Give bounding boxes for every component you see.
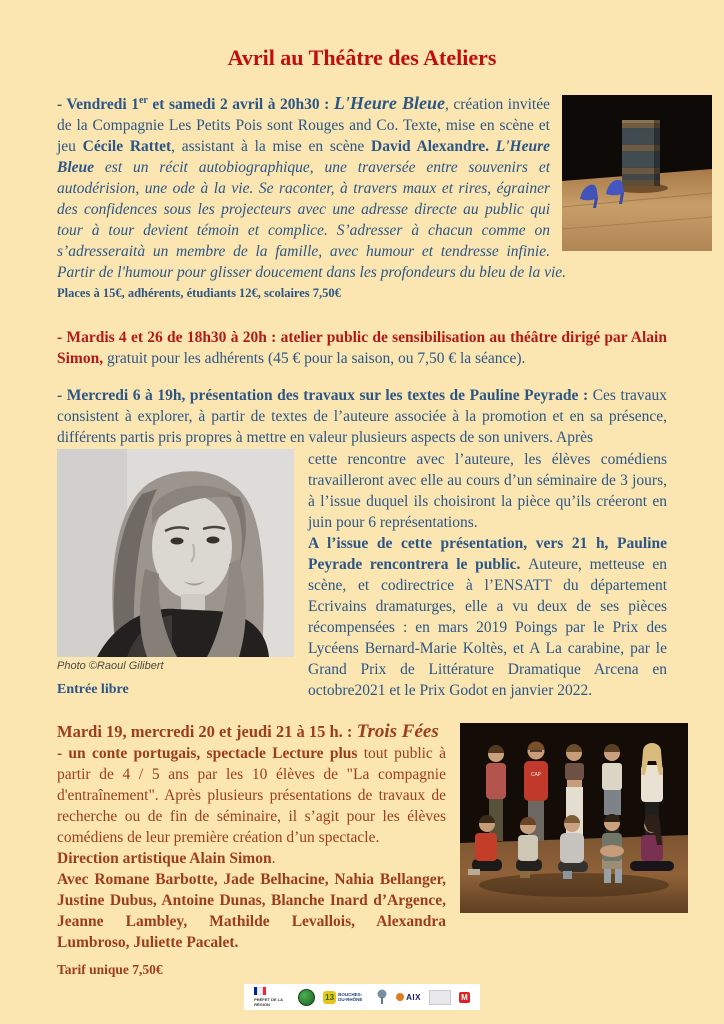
single-price: Tarif unique 7,50€ xyxy=(57,962,163,978)
trois-fees-subtitle: - un conte portugais, spectacle Lecture plus xyxy=(57,745,364,763)
peyrade-wrap-text: cette rencontre avec l’auteure, les élèves comédiens travailleront avec elle au cours d’un séminaire de 3 jours, à l’issue duquel ils choisiront la pièce qu’ils créeront en juin pour 6 représentations. xyxy=(308,451,667,532)
person-name: Cécile Rattet xyxy=(82,138,172,156)
trois-fees-text-column xyxy=(57,721,446,978)
peyrade-intro xyxy=(57,385,667,448)
departement-13-logo xyxy=(323,991,368,1004)
section-trois-fees xyxy=(57,721,667,978)
trois-fees-description: tout public à partir de 4 / 5 ans par les 10 élèves de "La compagnie d'entraînement". Après plusieurs présentations de travaux de recherche ou de fin de séminaire, il s’agit pour les élèves comédiens de leur première création d’un spectacle. xyxy=(57,745,446,847)
tree-icon xyxy=(376,989,388,1005)
free-entry-note: Entrée libre xyxy=(57,682,129,698)
artistic-direction: Direction artistique Alain Simon xyxy=(57,850,272,868)
france-flag-icon xyxy=(254,987,266,995)
region-sud-logo xyxy=(298,989,315,1006)
date-heading-cont: et samedi 2 avril à 20h30 : xyxy=(147,96,334,114)
photo-credit: Photo ©Raoul Gilibert xyxy=(57,660,164,673)
body-run: , création invitée de la Compagnie Les Petits Pois sont Rouges and Co. Texte, mise en scène et jeu xyxy=(57,96,550,156)
m-groupe-logo xyxy=(459,992,470,1003)
eye xyxy=(207,537,220,544)
peyrade-text-column xyxy=(308,449,667,701)
stage-trunk-photo xyxy=(562,95,712,251)
peyrade-heading: - Mercredi 6 à 19h, présentation des travaux sur les textes de Pauline Peyrade : xyxy=(57,387,593,405)
date-heading: - Vendredi 1 xyxy=(57,96,139,114)
synopsis-italic: est un récit autobiographique, une traversée entre souvenirs et autodérision, une ode à la vie. Se raconter, à travers maux et rires, égrainer des confidences sous les projecteurs avec une adresse directe au public qui tour à tour devient témoin et complice. S’adresser à chacun comme on s’adresseraità un membre de la famille, avec humour et tendresse infinie. Partir de l'humour pour glisser doucement dans les profondeurs du bleu de la vie. xyxy=(57,159,567,282)
trois-fees-title: Trois Fées xyxy=(356,721,439,743)
cast-list: Avec Romane Barbotte, Jade Belhacine, Nahia Bellanger, Justine Dubus, Antoine Dunas, Blanche Inard d’Argence, Jeanne Lambley, Mathilde Levallois, Alexandra Lumbroso, Juliette Pacalet. xyxy=(57,871,446,952)
heure-bleue-paragraph xyxy=(57,93,667,283)
eye xyxy=(171,538,184,545)
aix-logo xyxy=(396,993,421,1002)
neck xyxy=(181,594,205,612)
peyrade-public-paragraph xyxy=(308,533,667,701)
prefet-region-logo xyxy=(254,987,290,1007)
work-title-repeat: L'Heure Bleue xyxy=(57,138,550,177)
prefet-label: PRÉFET DE LA RÉGION xyxy=(254,997,283,1007)
aix-sun-icon xyxy=(396,993,404,1001)
partner-logos-bar xyxy=(244,984,480,1010)
atelier-heading: - Mardis 4 et 26 de 18h30 à 20h : atelier public de sensibilisation au théâtre dirigé par Alain Simon, xyxy=(57,329,667,368)
person-name: David Alexandre. xyxy=(371,138,496,156)
bouches-du-rhone-label: BOUCHES-DU-RHÔNE xyxy=(338,992,363,1003)
m-badge: M xyxy=(459,992,470,1003)
troupe-group-photo xyxy=(460,723,688,913)
departement-13-badge: 13 xyxy=(323,991,336,1004)
peyrade-bio: Auteure, metteuse en scène, et codirectrice à l’ENSATT du département Ecrivains dramaturges, elle a vu deux de ses pièces récompensées : en mars 2019 Poings par le Prix des Lycéens Bernard-Marie Koltès, et A La carabine, par le Grand Prix de Littérature Dramatique Arcena en octobre2021 et le Prix Godot en janvier 2022. xyxy=(308,556,667,700)
peyrade-meeting-bold: A l’issue de cette présentation, vers 21 h, Pauline Peyrade rencontrera le public. xyxy=(308,535,667,574)
period: . xyxy=(271,850,276,868)
pauline-peyrade-portrait-photo xyxy=(57,449,294,657)
atelier-details: gratuit pour les adhérents (45 € pour la saison, ou 7,50 € la séance). xyxy=(106,350,526,368)
page-title: Avril au Théâtre des Ateliers xyxy=(227,45,497,70)
work-title: L'Heure Bleue xyxy=(333,93,445,114)
section-heure-bleue xyxy=(57,93,667,301)
hoodie-text: CAP xyxy=(530,772,542,779)
section-peyrade xyxy=(57,385,667,701)
metropole-logo xyxy=(429,990,451,1005)
ordinal-superscript: er xyxy=(138,95,148,107)
trois-fees-photo-column xyxy=(460,721,688,978)
trois-fees-dates: Mardi 19, mercredi 20 et jeudi 21 à 15 h. : xyxy=(57,722,357,742)
trunk xyxy=(622,120,660,186)
aix-label: AIX xyxy=(406,992,421,1002)
ticket-prices: Places à 15€, adhérents, étudiants 12€, scolaires 7,50€ xyxy=(57,286,341,301)
peyrade-photo-column xyxy=(57,449,294,701)
group-shadow xyxy=(479,873,669,897)
section-atelier xyxy=(57,327,667,369)
body-run: , assistant à la mise en scène xyxy=(171,138,372,156)
peyrade-intro-text: Ces travaux consistent à explorer, à partir de textes de l’auteure associée à la promotion et en sa présence, différents partis pris propres à mettre en valeur plusieurs aspects de son univers. Après xyxy=(57,387,667,447)
